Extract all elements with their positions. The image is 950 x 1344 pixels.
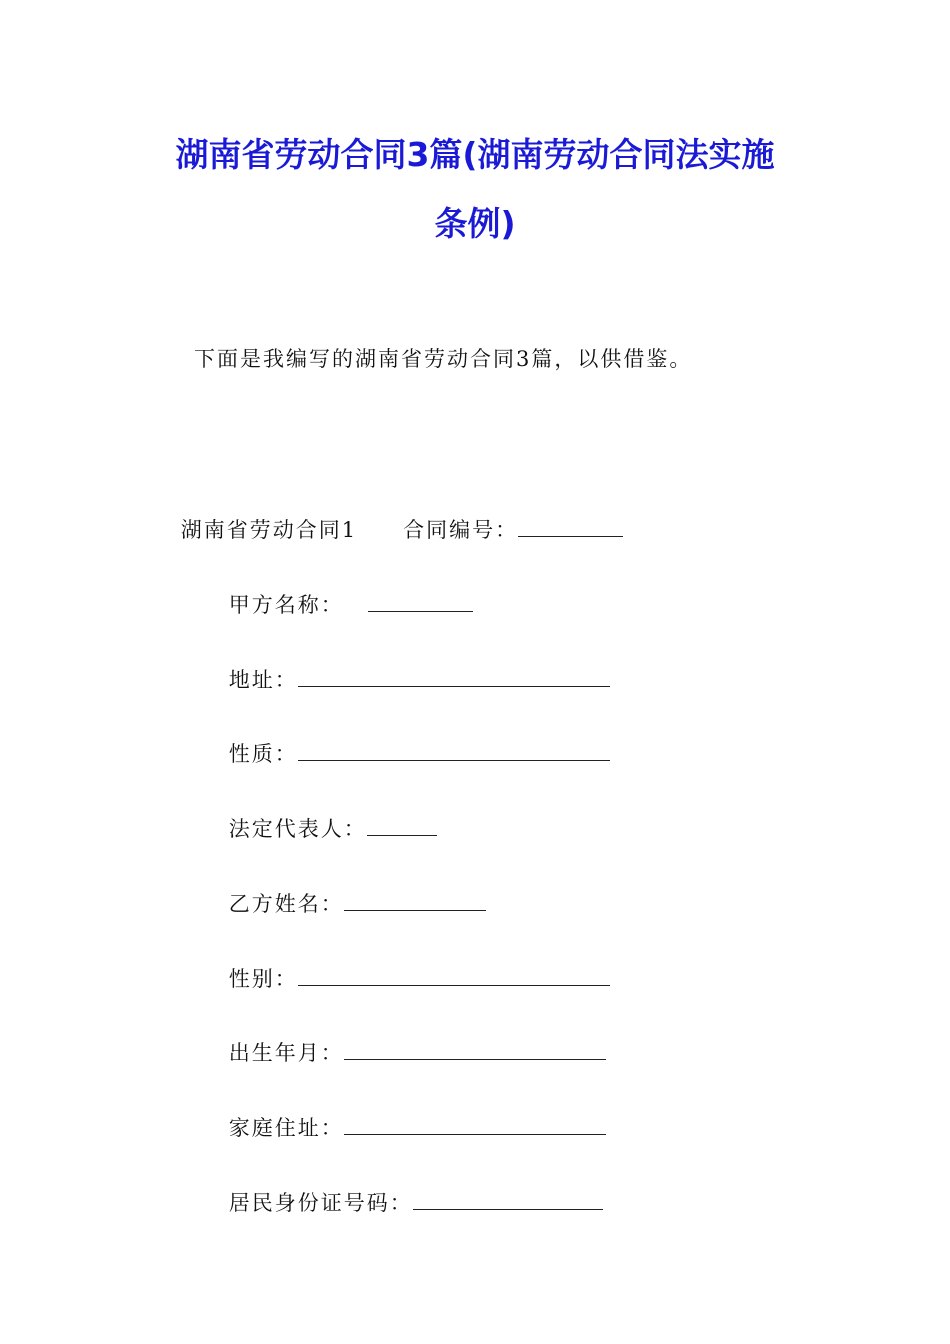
field-label: 家庭住址： — [228, 1116, 344, 1140]
field-label: 法定代表人： — [228, 817, 367, 841]
field-label: 地址： — [228, 668, 298, 692]
field-blank — [413, 1193, 603, 1210]
contract-number-label: 合同编号： — [403, 518, 519, 542]
field-label: 出生年月： — [228, 1041, 344, 1065]
field-nature — [194, 723, 610, 786]
field-blank — [298, 969, 610, 986]
field-home-address — [194, 1097, 606, 1160]
document-title-line1: 湖南省劳动合同3篇(湖南劳动合同法实施 — [175, 135, 775, 174]
field-blank — [298, 670, 610, 687]
field-blank — [298, 744, 610, 761]
field-label: 性质： — [228, 742, 298, 766]
field-label: 居民身份证号码： — [228, 1191, 413, 1215]
field-blank — [344, 1043, 606, 1060]
field-party-a-name — [194, 574, 473, 637]
field-birth-date — [194, 1022, 606, 1085]
field-blank — [368, 595, 473, 612]
field-label: 性别： — [228, 967, 298, 991]
field-blank — [344, 1118, 606, 1135]
field-label: 甲方名称： — [228, 593, 344, 617]
intro-paragraph: 下面是我编写的湖南省劳动合同3篇，以供借鉴。 — [194, 347, 693, 371]
document-title-line2: 条例) — [434, 204, 516, 243]
field-blank — [344, 894, 486, 911]
contract-heading-row — [146, 499, 623, 562]
field-legal-representative — [194, 798, 437, 861]
field-gender — [194, 948, 610, 1011]
field-party-b-name — [194, 873, 486, 936]
field-blank — [367, 819, 437, 836]
contract-heading: 湖南省劳动合同1 — [180, 518, 358, 542]
field-address — [194, 649, 610, 712]
contract-number-blank — [518, 520, 623, 537]
field-id-number — [194, 1172, 603, 1235]
field-label: 乙方姓名： — [228, 892, 344, 916]
